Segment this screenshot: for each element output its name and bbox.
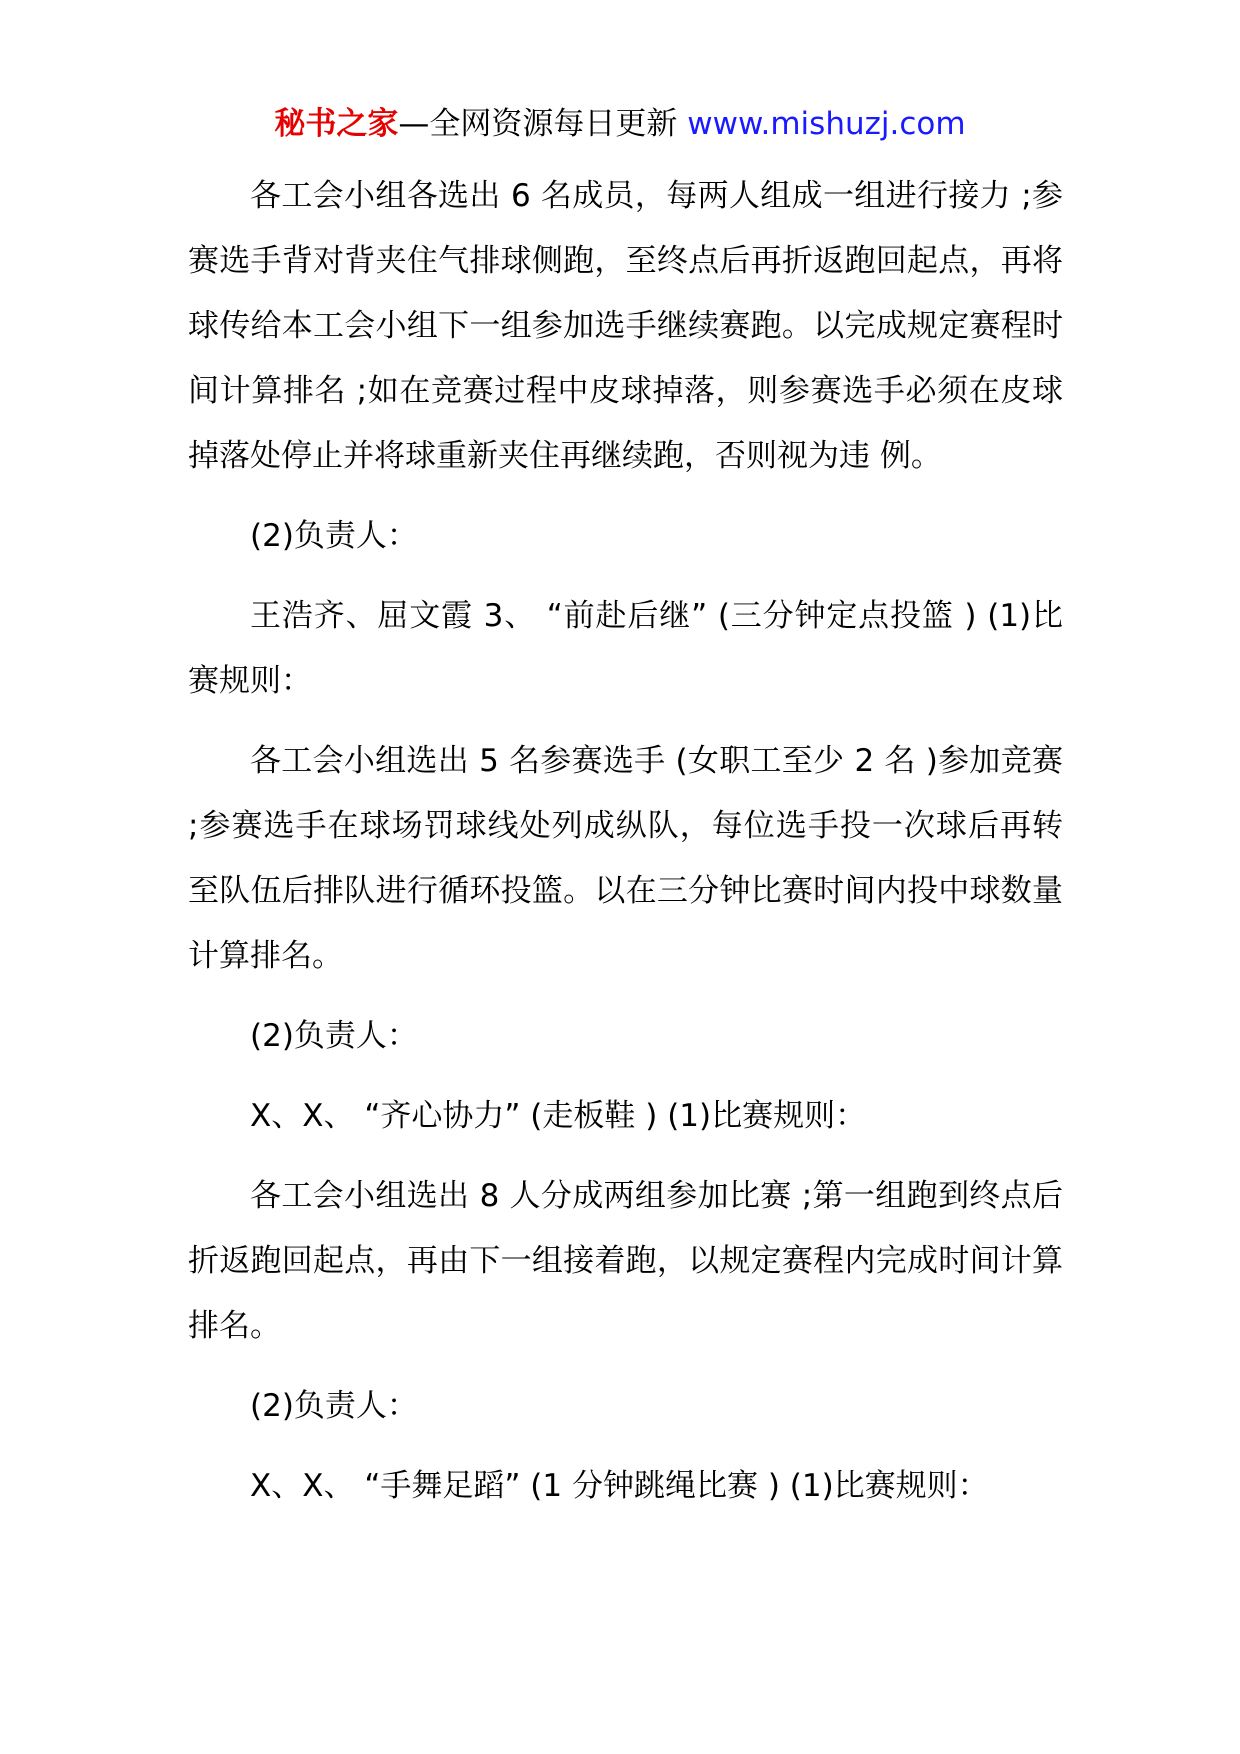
paragraph-responsible-1: (2)负责人：	[250, 518, 418, 554]
site-brand: 秘书之家	[274, 106, 399, 142]
paragraph-event-3-heading: 王浩齐、屈文霞 3、 “前赴后继” (三分钟定点投篮 ) (1)比赛规则：	[188, 598, 1063, 699]
paragraph-relay-rules: 各工会小组各选出 6 名成员，每两人组成一组进行接力 ;参赛选手背对背夹住气排球侧跑，至终点后再折返跑回起点，再将球传给本工会小组下一组参加选手继续赛跑。以完成规定赛程时间计算排名 ;如在竞赛过程中皮球掉落，则参赛选手必须在皮球掉落处停止并将球重新夹住再继续跑，否则视为违 例。	[188, 178, 1063, 474]
paragraph-responsible-2: (2)负责人：	[250, 1018, 418, 1054]
paragraph-board-shoes-rules: 各工会小组选出 8 人分成两组参加比赛 ;第一组跑到终点后折返跑回起点，再由下一组接着跑，以规定赛程内完成时间计算排名。	[188, 1178, 1063, 1344]
site-url-link[interactable]: www.mishuzj.com	[687, 106, 966, 142]
page-header	[0, 102, 1240, 146]
paragraph-responsible-3: (2)负责人：	[250, 1388, 418, 1424]
paragraph-event-5-heading: X、X、 “手舞足蹈” (1 分钟跳绳比赛 ) (1)比赛规则：	[250, 1468, 989, 1504]
paragraph-event-4-heading: X、X、 “齐心协力” (走板鞋 ) (1)比赛规则：	[250, 1098, 867, 1134]
site-slogan: —全网资源每日更新	[398, 106, 688, 142]
paragraph-basketball-rules: 各工会小组选出 5 名参赛选手 (女职工至少 2 名 )参加竞赛 ;参赛选手在球场罚球线处列成纵队，每位选手投一次球后再转至队伍后排队进行循环投篮。以在三分钟比赛时间内投中球数量计算排名。	[188, 743, 1063, 974]
document-body	[188, 164, 1063, 1534]
